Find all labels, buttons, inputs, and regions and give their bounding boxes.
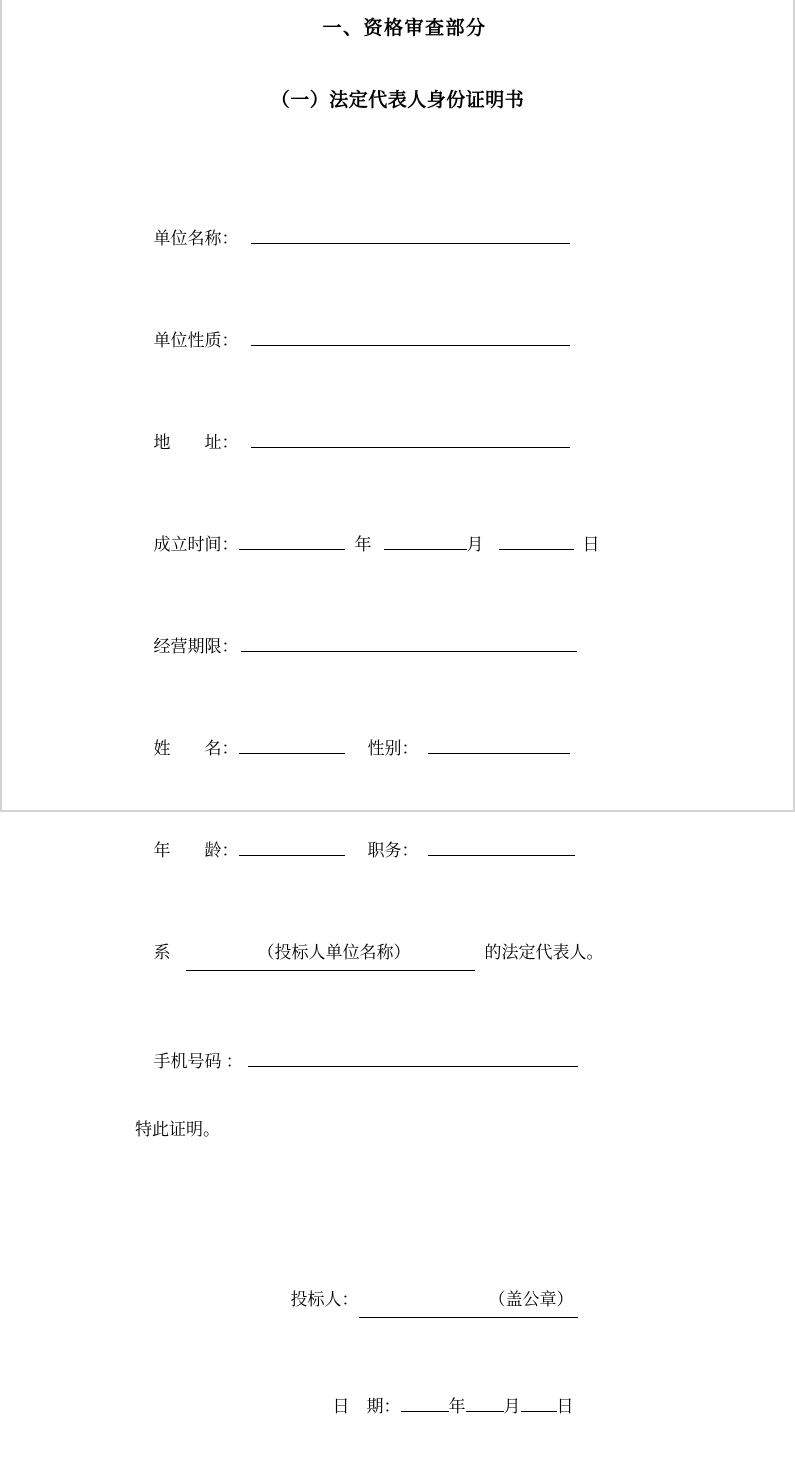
legal-rep-suffix-label: 的法定代表人。	[484, 943, 604, 962]
age-field[interactable]	[239, 842, 345, 856]
gender-field[interactable]	[428, 740, 570, 754]
row-address	[128, 392, 588, 494]
business-term-label: 经营期限：	[153, 637, 239, 656]
position-label: 职务：	[367, 841, 419, 860]
row-legal-rep	[128, 902, 604, 1005]
seal-note: （盖公章）	[488, 1290, 574, 1309]
date-month-field[interactable]	[466, 1398, 504, 1412]
date-label: 日 期：	[332, 1397, 401, 1416]
established-month-field[interactable]	[384, 536, 467, 550]
mobile-label: 手机号码 ：	[153, 1052, 243, 1071]
bidder-label: 投标人：	[290, 1290, 359, 1309]
row-unit-name	[128, 188, 588, 290]
day-label: 日	[582, 535, 600, 554]
date-year-label: 年	[448, 1397, 466, 1416]
row-name-gender	[128, 698, 588, 800]
bidder-signature-field[interactable]	[359, 1283, 578, 1318]
year-label: 年	[354, 535, 372, 554]
date-month-label: 月	[503, 1397, 521, 1416]
certificate-form	[128, 188, 604, 1147]
row-bidder-sign	[265, 1249, 793, 1352]
unit-name-field[interactable]	[251, 230, 570, 244]
row-business-term	[128, 596, 588, 698]
established-label: 成立时间：	[153, 535, 239, 554]
unit-nature-label: 单位性质：	[153, 331, 239, 350]
gender-label: 性别：	[367, 739, 419, 758]
name-field[interactable]	[239, 740, 345, 754]
address-field[interactable]	[251, 434, 570, 448]
section-title: 一、资格审查部分	[322, 18, 487, 39]
row-date	[265, 1356, 793, 1458]
age-label: 年 龄：	[153, 841, 239, 860]
signature-block	[265, 1249, 793, 1458]
date-year-field[interactable]	[401, 1398, 449, 1412]
address-label: 地 址：	[153, 433, 239, 452]
row-established	[128, 494, 600, 596]
month-label: 月	[466, 535, 484, 554]
certify-statement: 特此证明。	[135, 1120, 220, 1139]
position-field[interactable]	[428, 842, 575, 856]
unit-name-label: 单位名称：	[153, 229, 239, 248]
mobile-field[interactable]	[248, 1053, 578, 1067]
bidder-unit-field[interactable]: （投标人单位名称）	[186, 936, 475, 971]
name-label: 姓 名：	[153, 739, 239, 758]
business-term-field[interactable]	[241, 638, 577, 652]
established-day-field[interactable]	[499, 536, 574, 550]
row-age-position	[128, 800, 588, 902]
date-day-label: 日	[556, 1397, 574, 1416]
doc-title: （一）法定代表人身份证明书	[270, 90, 525, 111]
row-unit-nature	[128, 290, 588, 392]
unit-nature-field[interactable]	[251, 332, 570, 346]
date-day-field[interactable]	[521, 1398, 557, 1412]
established-year-field[interactable]	[239, 536, 345, 550]
is-prefix-label: 系	[153, 943, 171, 962]
row-mobile	[128, 1011, 588, 1113]
